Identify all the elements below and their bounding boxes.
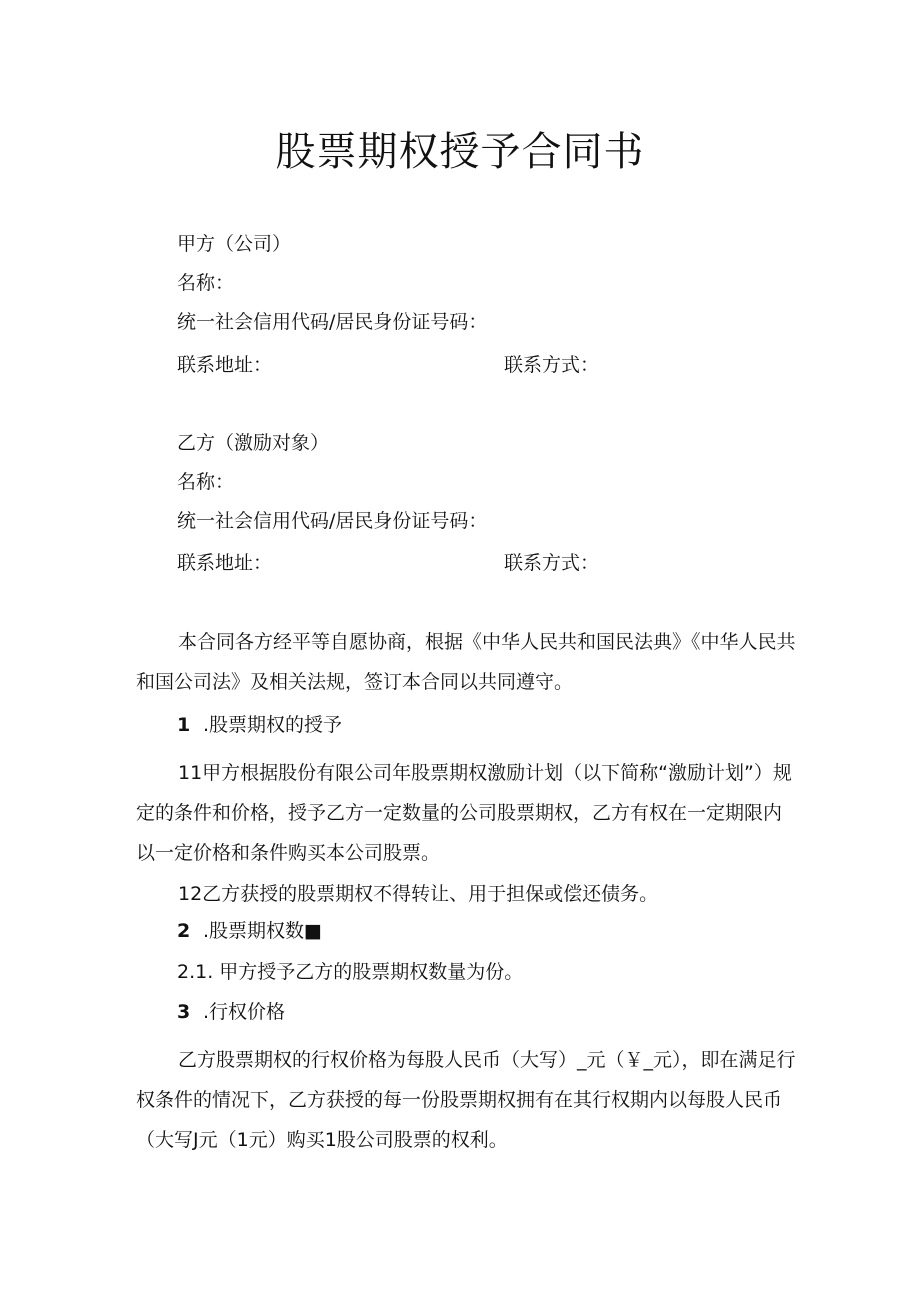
section-number: 1 — [177, 714, 191, 736]
section-2-heading — [177, 918, 322, 944]
section-title: .行权价格 — [203, 1001, 286, 1023]
preamble-paragraph: 本合同各方经平等自愿协商，根据《中华人民共和国民法典》《中华人民共和国公司法》及相关法规，签订本合同以共同遵守。 — [136, 631, 796, 693]
clause-1-2: 12乙方获授的股票期权不得转让、用于担保或偿还债务。 — [178, 883, 659, 905]
clause-1-1: 11甲方根据股份有限公司年股票期权激励计划（以下简称“激励计划”）规定的条件和价格，授予乙方一定数量的公司股票期权，乙方有权在一定期限内以一定价格和条件购买本公司股票。 — [136, 762, 792, 864]
party-a-address-label: 联系地址： — [177, 354, 273, 376]
clause-3-1: 乙方股票期权的行权价格为每股人民币（大写）_元（￥_元），即在满足行权条件的情况下，乙方获授的每一份股票期权拥有在其行权期内以每股人民币（大写J元（1元）购买1股公司股票的权利。 — [136, 1049, 796, 1151]
section-title: .股票期权的授予 — [203, 714, 343, 736]
document-title: 股票期权授予合同书 — [275, 129, 645, 175]
party-b-contact-label: 联系方式： — [504, 552, 600, 574]
party-a-id-label: 统一社会信用代码/居民身份证号码： — [177, 311, 488, 333]
section-3-heading — [177, 999, 285, 1025]
section-title: .股票期权数■ — [203, 920, 322, 942]
party-b-id-label: 统一社会信用代码/居民身份证号码： — [177, 510, 488, 532]
section-1-heading — [177, 712, 342, 738]
party-a-heading: 甲方（公司） — [177, 233, 292, 255]
party-b-name-label: 名称： — [177, 471, 235, 493]
party-b-address-label: 联系地址： — [177, 552, 273, 574]
party-a-name-label: 名称： — [177, 272, 235, 294]
party-b-heading: 乙方（激励对象） — [177, 432, 330, 454]
party-a-contact-label: 联系方式： — [504, 354, 600, 376]
section-number: 2 — [177, 920, 191, 942]
clause-2-1: 2.1. 甲方授予乙方的股票期权数量为份。 — [177, 961, 524, 983]
section-number: 3 — [177, 1001, 191, 1023]
